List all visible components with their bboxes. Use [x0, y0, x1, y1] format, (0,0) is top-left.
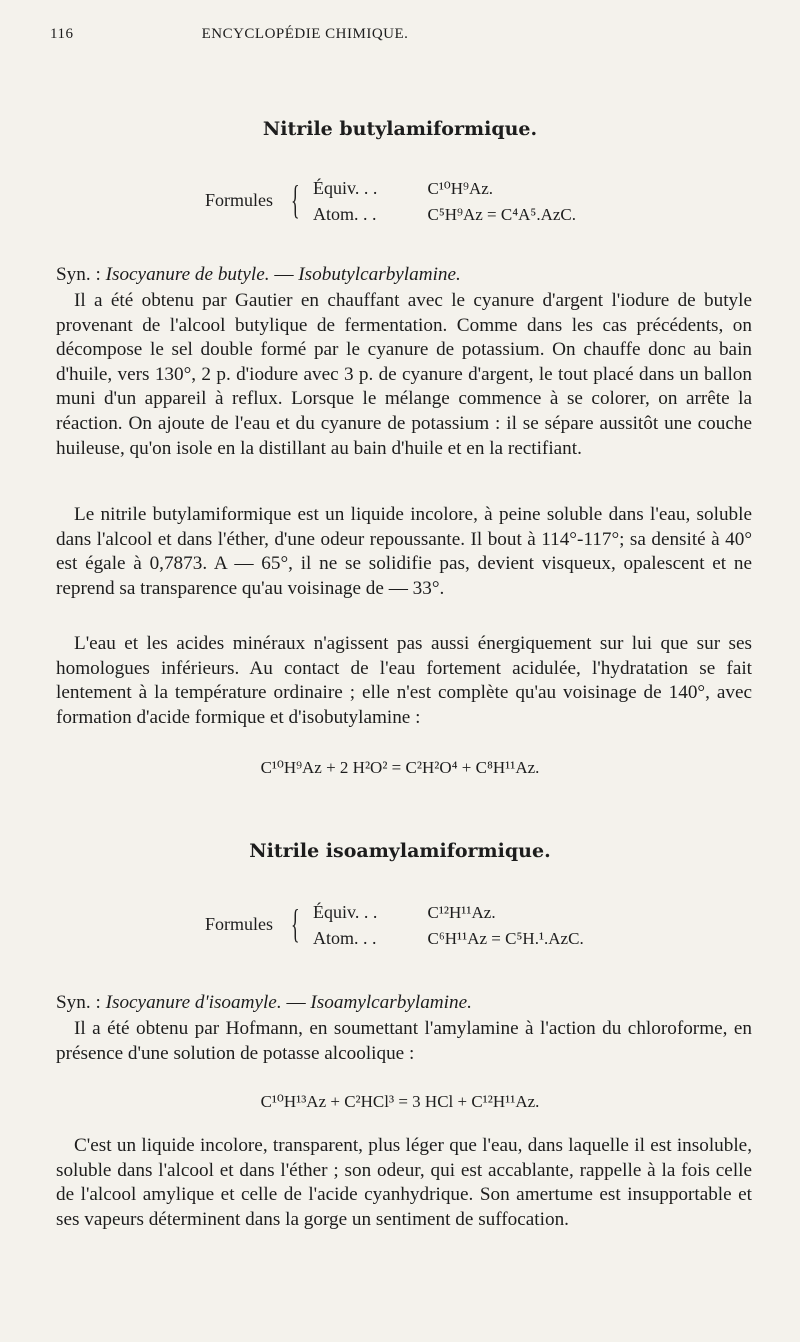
- equation-butyl: C¹⁰H⁹Az + 2 H²O² = C²H²O⁴ + C⁸H¹¹Az.: [260, 758, 540, 777]
- formula-row-equiv: [313, 902, 496, 923]
- brace-glyph: {: [291, 901, 300, 946]
- formula-block-isoamyl: [205, 902, 645, 952]
- paragraph-properties-butyl: Le nitrile butylamiformique est un liquide incolore, à peine soluble dans l'eau, soluble dans l'alcool et dans l'éther, d'une odeur repoussante. Il bout à 114°-117°; sa densité à 40° est égale à 0,7873. A — 65°, il ne se solidifie pas, devient visqueux, opalescent et ne reprend sa transparence qu'au voisinage de — 33°.: [56, 504, 752, 599]
- section-title-isoamyl: Nitrile isoamylamiformique.: [249, 840, 551, 862]
- formula-row-atom: [313, 204, 576, 225]
- equation-isoamyl: C¹⁰H¹³Az + C²HCl³ = 3 HCl + C¹²H¹¹Az.: [260, 1092, 540, 1111]
- equiv-value: C¹²H¹¹Az.: [427, 903, 496, 922]
- formules-label: Formules: [205, 190, 274, 210]
- brace-glyph: {: [291, 177, 300, 222]
- formula-row-equiv: [313, 178, 493, 199]
- journal-title: ENCYCLOPÉDIE CHIMIQUE.: [201, 26, 409, 42]
- formula-block-butyl: [205, 178, 645, 228]
- synonym-1: Isocyanure d'isoamyle.: [105, 992, 282, 1013]
- synonyms-butyl: Syn. : Isocyanure de butyle. — Isobutylcarbylamine.: [56, 264, 461, 285]
- section-title-butyl: Nitrile butylamiformique.: [262, 118, 538, 140]
- equiv-value: C¹⁰H⁹Az.: [427, 179, 494, 198]
- running-head: [50, 26, 750, 48]
- equiv-label: Équiv. . .: [313, 178, 378, 198]
- paragraph-properties-isoamyl: C'est un liquide incolore, transparent, plus léger que l'eau, dans laquelle il est insoluble, soluble dans l'alcool et dans l'éther ; son odeur, qui est accablante, rappelle à la fois celle de l'alcool amylique et celle de l'acide cyanhydrique. Son amertume est insupportable et ses vapeurs déterminent dans la gorge un sentiment de suffocation.: [56, 1135, 752, 1230]
- page-number: 116: [50, 26, 74, 42]
- paragraph-hydration-butyl: L'eau et les acides minéraux n'agissent pas aussi énergiquement sur lui que sur ses homologues inférieurs. Au contact de l'eau fortement acidulée, l'hydratation se fait lentement à la température ordinaire ; elle n'est complète qu'au voisinage de 140°, avec formation d'acide formique et d'isobutylamine :: [56, 633, 752, 728]
- synonym-2: Isoamylcarbylamine.: [310, 992, 472, 1013]
- synonym-1: Isocyanure de butyle.: [105, 264, 270, 285]
- paragraph-preparation-butyl: Il a été obtenu par Gautier en chauffant avec le cyanure d'argent l'iodure de butyle provenant de l'alcool butylique de fermentation. Comme dans les cas précédents, on décompose le sel double formé par le cyanure de potassium. On chauffe donc au bain d'huile, vers 130°, 2 p. d'iodure avec 3 p. de cyanure d'argent, le tout placé dans un ballon muni d'un appareil à reflux. Lorsque le mélange commence à se colorer, on arrête la réaction. On ajoute de l'eau et du cyanure de potassium : il se sépare aussitôt une couche huileuse, qu'on isole en la distillant au bain d'huile et en la rectifiant.: [56, 290, 752, 459]
- atom-label: Atom. . .: [313, 204, 377, 224]
- atom-value: C⁶H¹¹Az = C⁵H.¹.AzC.: [427, 929, 584, 948]
- paragraph-preparation-isoamyl: Il a été obtenu par Hofmann, en soumettant l'amylamine à l'action du chloroforme, en présence d'une solution de potasse alcoolique :: [56, 1018, 752, 1064]
- synonyms-isoamyl: Syn. : Isocyanure d'isoamyle. — Isoamylcarbylamine.: [56, 992, 472, 1013]
- atom-value: C⁵H⁹Az = C⁴A⁵.AzC.: [427, 205, 577, 224]
- formula-row-atom: [313, 928, 584, 949]
- synonym-2: Isobutylcarbylamine.: [298, 264, 461, 285]
- equiv-label: Équiv. . .: [313, 902, 378, 922]
- atom-label: Atom. . .: [313, 928, 377, 948]
- formules-label: Formules: [205, 914, 274, 934]
